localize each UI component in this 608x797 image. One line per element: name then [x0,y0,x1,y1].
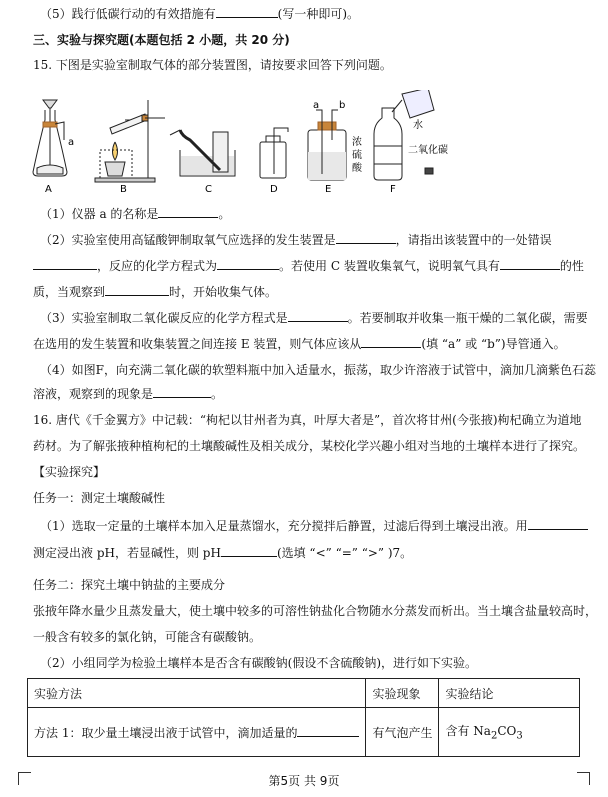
table-row [28,708,580,757]
table-header-row [28,679,580,708]
port-a-label: a [313,100,320,111]
answer-blank[interactable] [221,545,277,557]
q15-2-line2: ，反应的化学方程式为 。若使用 C 装置收集氧气，说明氧气具有 的性 [33,258,588,274]
label-d: D [270,184,278,195]
answer-blank[interactable] [217,258,279,270]
apparatus-f [374,90,434,180]
explore-title: 【实验探究】 [33,465,106,479]
q15-intro: 15. 下图是实验室制取气体的部分装置图，请按要求回答下列问题。 [33,58,392,72]
answer-blank[interactable] [216,6,278,18]
acid-label-2: 硫 [352,150,362,161]
q15-3-line1: （3）实验室制取二氧化碳反应的化学方程式是 。若要制取并收集一瓶干燥的二氧化碳，需要 [40,311,588,325]
answer-blank[interactable] [336,232,396,244]
header-method: 实验方法 [28,679,366,708]
answer-blank[interactable] [288,310,348,322]
q15-3-line2: 在选用的发生装置和收集装置之间连接 E 装置，则气体应该从 (填 “a” 或 “b”)导管通入。 [33,337,566,351]
q15-1: （1）仪器 a 的名称是 。 [40,207,231,221]
apparatus-d [260,128,288,178]
co2-label: 二氧化碳 [408,145,448,156]
q15-2-line3: 质，当观察到 时，开始收集气体。 [33,285,278,299]
experiment-table [27,678,580,757]
q16-line1: 16. 唐代《千金翼方》中记载：“枸杞以甘州者为真，叶厚大者是”，首次将甘州(今张掖)枸杞确立为道地 [33,413,582,427]
q15-4-line2: 溶液，观察到的现象是 。 [33,387,224,401]
task2-title: 任务二：探究土壤中钠盐的主要成分 [33,578,226,592]
q15-2-line1: （2）实验室使用高锰酸钾制取氧气应选择的发生装置是 ，请指出该装置中的一处错误 [40,233,552,247]
q15-4-line1: （4）如图F，向充满二氧化碳的软塑料瓶中加入适量水，振荡，取少许溶液于试管中，滴加几滴紫色石蕊 [40,363,596,377]
label-b: B [120,184,127,195]
t2-line2: 一般含有较多的氯化钠，可能含有碳酸钠。 [33,630,262,644]
header-conclusion: 实验结论 [439,679,580,708]
label-a: A [45,184,52,195]
label-e: E [325,184,332,195]
acid-label-1: 浓 [352,137,362,148]
header-phenomenon: 实验现象 [366,679,439,708]
t2-line3: （2）小组同学为检验土壤样本是否含有碳酸钠(假设不含硫酸钠)，进行如下实验。 [40,656,478,670]
t1-line2: 测定浸出液 pH，若显碱性，则 pH (选填 “<” “=” “>” )7。 [33,546,413,560]
answer-blank[interactable] [153,386,211,398]
label-f: F [390,184,396,195]
apparatus-figure [30,90,450,200]
answer-blank[interactable] [361,336,421,348]
answer-blank[interactable] [158,206,218,218]
t1-line1: （1）选取一定量的土壤样本加入足量蒸馏水，充分搅拌后静置，过滤后得到土壤浸出液。用 [40,518,588,534]
method-cell: 方法 1：取少量土壤浸出液于试管中，滴加适量的 [28,708,366,757]
page-footer: 第5页 共 9页 [268,774,340,788]
flask-label-a: a [68,137,75,148]
conclusion-cell: 含有 $Na_2CO_3$ [439,708,580,757]
label-c: C [205,184,212,195]
answer-blank[interactable] [105,284,169,296]
t2-line1: 张掖年降水量少且蒸发量大，使土壤中较多的可溶性钠盐化合物随水分蒸发而析出。当土壤含盐量较高时， [33,604,598,618]
water-label: 水 [413,120,423,131]
q5-line: （5）践行低碳行动的有效措施有 (写一种即可)。 [40,7,360,21]
port-b-label: b [339,100,346,111]
answer-blank[interactable] [500,258,560,270]
answer-blank[interactable] [528,518,588,530]
acid-label-3: 酸 [352,163,362,174]
answer-blank[interactable] [33,258,97,270]
apparatus-c [170,130,235,176]
q16-line2: 药材。为了解张掖种植枸杞的土壤酸碱性及相关成分，某校化学兴趣小组对当地的土壤样本进行了探究。 [33,439,586,453]
apparatus-e [308,110,346,180]
section3-title: 三、实验与探究题(本题包括 2 小题，共 20 分) [33,33,290,47]
apparatus-a [33,100,67,176]
answer-blank[interactable] [297,725,359,737]
task1-title: 任务一：测定土壤酸碱性 [33,491,166,505]
apparatus-b [95,100,165,182]
phenomenon-cell: 有气泡产生 [366,708,439,757]
